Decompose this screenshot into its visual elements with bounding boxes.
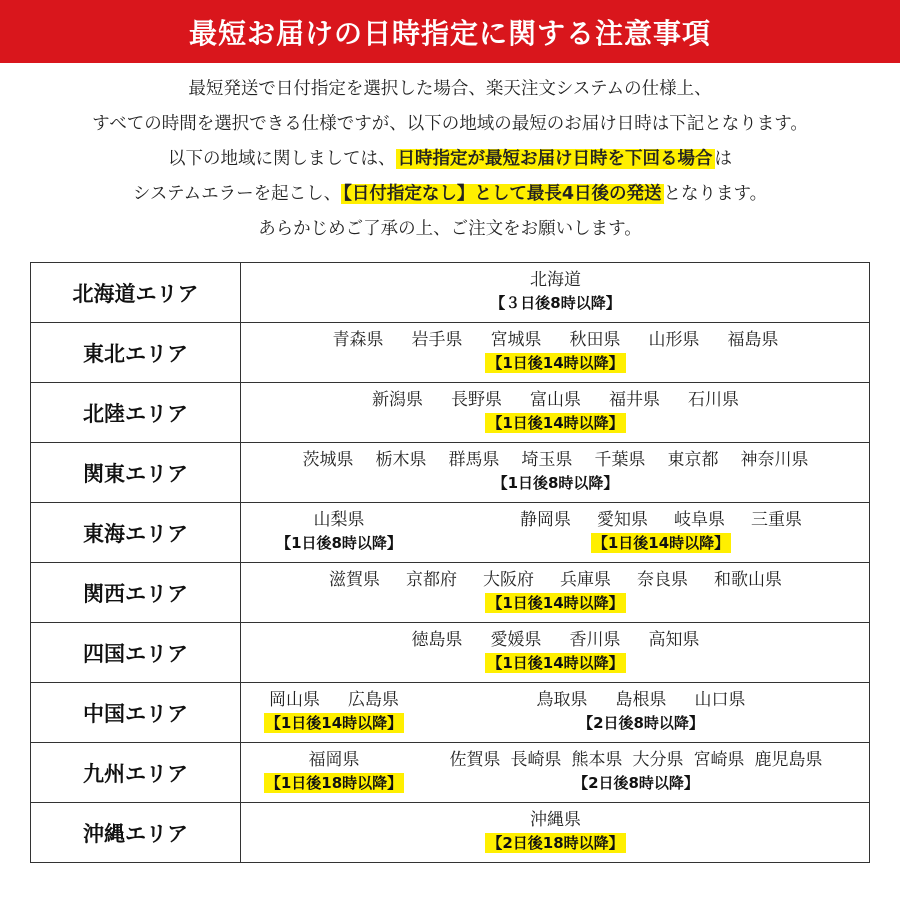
area-row [31, 623, 870, 683]
prefecture-name: 愛知県 [597, 510, 648, 530]
prefecture-name: 山梨県 [313, 510, 365, 530]
prefecture-name: 埼玉県 [521, 450, 573, 470]
area-row [31, 803, 870, 863]
area-detail [241, 443, 870, 503]
prefecture-name: 大分県 [632, 750, 684, 770]
prefecture-name: 香川県 [569, 630, 621, 650]
area-row [31, 263, 870, 323]
prefecture-name: 和歌山県 [714, 570, 782, 590]
area-row [31, 683, 870, 743]
prefecture-name: 富山県 [530, 390, 581, 410]
delivery-group [241, 329, 870, 373]
area-detail [241, 803, 870, 863]
prefecture-list [241, 569, 870, 592]
area-detail [241, 623, 870, 683]
prefecture-list [241, 389, 870, 412]
prefecture-name: 兵庫県 [560, 570, 611, 590]
prefecture-name: 山口県 [694, 690, 746, 710]
intro-line-5: あらかじめご了承の上、ご注文をお願いします。 [258, 219, 642, 239]
prefecture-name: 長野県 [451, 390, 502, 410]
prefecture-list [241, 629, 870, 652]
area-row [31, 563, 870, 623]
delivery-time-label: 【1日後14時以降】 [265, 714, 403, 732]
intro-line-3-tail: は [714, 149, 732, 169]
prefecture-name: 熊本県 [571, 750, 623, 770]
prefecture-name: 岩手県 [411, 330, 463, 350]
title-banner [0, 0, 900, 63]
intro-line-3-lead: 以下の地域に関しましては、 [168, 149, 396, 169]
area-row [31, 503, 870, 563]
prefecture-name: 奈良県 [637, 570, 688, 590]
prefecture-name: 佐賀県 [449, 750, 501, 770]
area-detail [241, 263, 870, 323]
intro-highlight-1: 日時指定が最短お届け日時を下回る場合 [397, 149, 713, 169]
area-name: 九州エリア [31, 743, 241, 803]
intro-line-4 [0, 177, 900, 212]
delivery-time-label: 【1日後14時以降】 [487, 414, 624, 432]
prefecture-list [406, 749, 866, 772]
area-name: 東北エリア [31, 323, 241, 383]
prefecture-name: 長崎県 [510, 750, 562, 770]
delivery-group [471, 509, 851, 553]
area-table-body [31, 263, 870, 863]
prefecture-name: 岡山県 [269, 690, 320, 710]
intro-line-2: すべての時間を選択できる仕様ですが、以下の地域の最短のお届け日時は下記となります。 [92, 114, 808, 134]
prefecture-name: 高知県 [648, 630, 700, 650]
area-name: 関東エリア [31, 443, 241, 503]
area-row [31, 383, 870, 443]
prefecture-name: 秋田県 [569, 330, 621, 350]
intro-line-4-tail: となります。 [663, 184, 768, 204]
prefecture-list [241, 449, 870, 472]
delivery-time-label: 【1日後18時以降】 [265, 774, 403, 792]
delivery-group [241, 569, 870, 613]
intro-line-3 [0, 142, 900, 177]
area-table [30, 262, 870, 863]
delivery-group [241, 269, 870, 313]
delivery-time-label: 【1日後8時以降】 [276, 534, 402, 552]
prefecture-list [241, 269, 870, 292]
area-name: 東海エリア [31, 503, 241, 563]
delivery-group [241, 389, 870, 433]
prefecture-name: 青森県 [332, 330, 384, 350]
intro-line-1: 最短発送で日付指定を選択した場合、楽天注文システムの仕様上、 [188, 79, 712, 99]
prefecture-name: 広島県 [348, 690, 399, 710]
prefecture-name: 神奈川県 [740, 450, 809, 470]
prefecture-list [241, 809, 870, 832]
area-detail [241, 743, 870, 803]
delivery-time-label: 【３日後8時以降】 [490, 294, 621, 312]
area-detail [241, 323, 870, 383]
prefecture-name: 宮城県 [490, 330, 542, 350]
prefecture-name: 東京都 [667, 450, 719, 470]
delivery-time-label: 【1日後14時以降】 [487, 654, 624, 672]
prefecture-name: 沖縄県 [530, 810, 581, 830]
prefecture-name: 千葉県 [594, 450, 646, 470]
area-row [31, 323, 870, 383]
delivery-time-label: 【1日後14時以降】 [592, 534, 730, 552]
delivery-group [406, 749, 866, 793]
prefecture-name: 三重県 [751, 510, 802, 530]
area-detail [241, 503, 870, 563]
prefecture-name: 群馬県 [448, 450, 500, 470]
area-name: 中国エリア [31, 683, 241, 743]
intro-line-4-lead: システムエラーを起こし、 [132, 184, 342, 204]
area-detail [241, 683, 870, 743]
intro-highlight-2: 【日付指定なし】として最長4日後の発送 [343, 184, 662, 204]
delivery-time-label: 【1日後14時以降】 [487, 354, 624, 372]
area-detail [241, 563, 870, 623]
intro-text [0, 72, 900, 247]
prefecture-list [259, 689, 409, 712]
prefecture-name: 京都府 [406, 570, 457, 590]
delivery-group [501, 689, 781, 733]
delivery-group [259, 509, 419, 553]
prefecture-list [241, 329, 870, 352]
prefecture-name: 福井県 [609, 390, 660, 410]
delivery-time-label: 【1日後14時以降】 [487, 594, 624, 612]
delivery-group [241, 809, 870, 853]
prefecture-name: 福島県 [727, 330, 779, 350]
prefecture-name: 島根県 [615, 690, 667, 710]
delivery-group [259, 749, 409, 793]
prefecture-name: 栃木県 [375, 450, 427, 470]
area-name: 北海道エリア [31, 263, 241, 323]
prefecture-list [501, 689, 781, 712]
delivery-group [259, 689, 409, 733]
area-row [31, 443, 870, 503]
delivery-time-label: 【2日後8時以降】 [578, 714, 704, 732]
prefecture-name: 宮崎県 [693, 750, 745, 770]
prefecture-name: 徳島県 [411, 630, 463, 650]
prefecture-name: 鳥取県 [536, 690, 588, 710]
prefecture-name: 新潟県 [372, 390, 423, 410]
prefecture-name: 静岡県 [520, 510, 571, 530]
delivery-group [241, 449, 870, 493]
area-name: 沖縄エリア [31, 803, 241, 863]
prefecture-name: 茨城県 [302, 450, 354, 470]
prefecture-name: 愛媛県 [490, 630, 542, 650]
prefecture-list [259, 509, 419, 532]
prefecture-name: 滋賀県 [329, 570, 380, 590]
prefecture-name: 石川県 [688, 390, 739, 410]
area-name: 四国エリア [31, 623, 241, 683]
delivery-time-label: 【2日後8時以降】 [573, 774, 699, 792]
area-name: 北陸エリア [31, 383, 241, 443]
delivery-time-label: 【1日後8時以降】 [492, 474, 619, 492]
delivery-time-label: 【2日後18時以降】 [487, 834, 624, 852]
prefecture-name: 岐阜県 [674, 510, 725, 530]
page-title: 最短お届けの日時指定に関する注意事項 [188, 16, 711, 50]
area-detail [241, 383, 870, 443]
prefecture-list [259, 749, 409, 772]
area-row [31, 743, 870, 803]
prefecture-name: 北海道 [530, 270, 581, 290]
prefecture-list [471, 509, 851, 532]
area-name: 関西エリア [31, 563, 241, 623]
prefecture-name: 大阪府 [483, 570, 534, 590]
prefecture-name: 福岡県 [308, 750, 360, 770]
prefecture-name: 鹿児島県 [754, 750, 823, 770]
prefecture-name: 山形県 [648, 330, 700, 350]
delivery-group [241, 629, 870, 673]
